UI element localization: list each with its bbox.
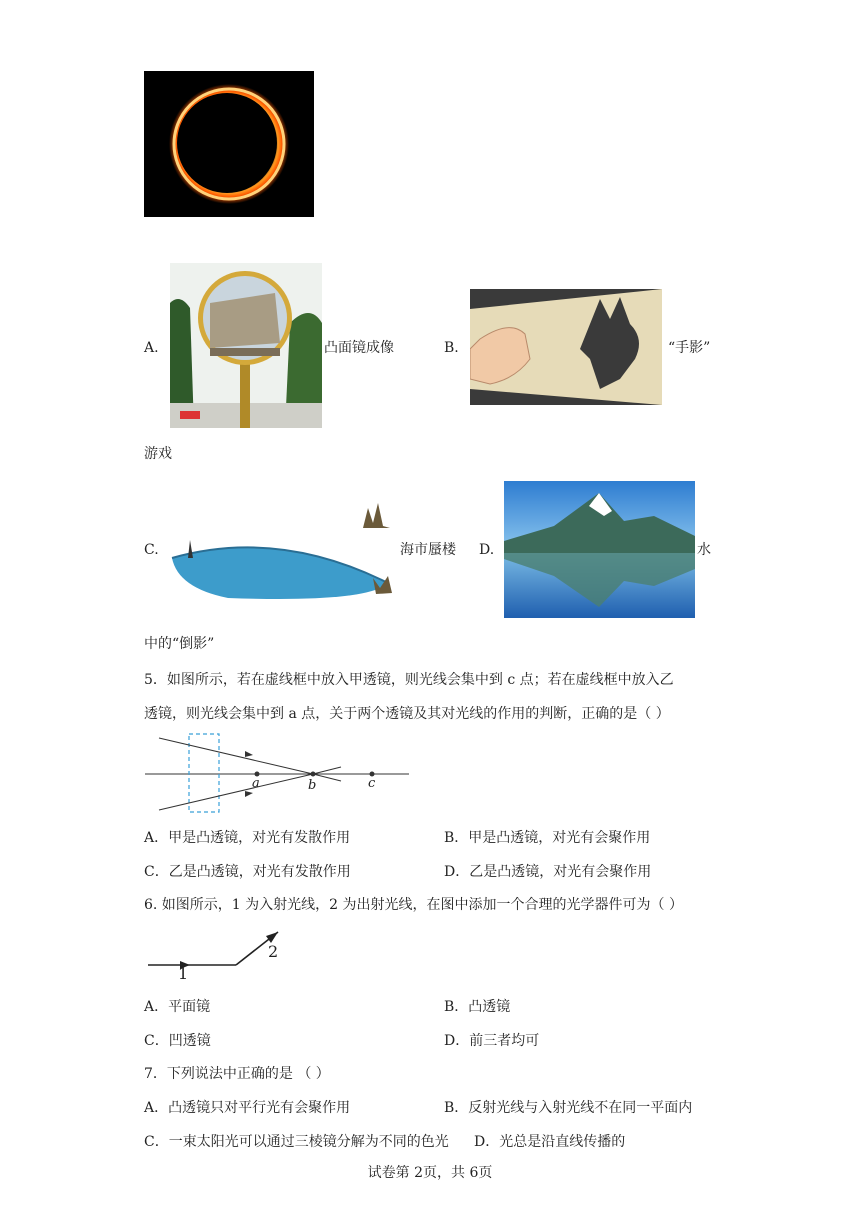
q6-option-b[interactable]: B．凸透镜 bbox=[444, 999, 511, 1015]
q5-option-a[interactable]: A．甲是凸透镜，对光有发散作用 bbox=[144, 830, 351, 846]
q7-option-a[interactable]: A．凸透镜只对平行光有会聚作用 bbox=[144, 1100, 351, 1116]
q6-incident-ray-label: 1 bbox=[178, 964, 189, 983]
q4-option-a-letter: A. bbox=[144, 340, 159, 356]
water-reflection-photo bbox=[504, 481, 695, 618]
q4-option-c-text: 海市蜃楼 bbox=[400, 542, 456, 558]
hand-shadow-photo bbox=[470, 289, 662, 405]
convex-mirror-photo bbox=[170, 263, 322, 428]
q5-stem-line1: 5．如图所示，若在虚线框中放入甲透镜，则光线会集中到 c 点；若在虚线框中放入乙 bbox=[144, 672, 674, 688]
q4-option-d-text-cont: 中的“倒影” bbox=[144, 636, 215, 652]
q6-stem: 6. 如图所示，1 为入射光线，2 为出射光线，在图中添加一个合理的光学器件可为（ ） bbox=[144, 897, 683, 913]
q5-option-c[interactable]: C．乙是凸透镜，对光有发散作用 bbox=[144, 864, 351, 880]
q4-option-b-text: “手影” bbox=[668, 340, 711, 356]
q5-stem-line2: 透镜，则光线会集中到 a 点，关于两个透镜及其对光线的作用的判断，正确的是（ ） bbox=[144, 706, 670, 722]
q5-option-d[interactable]: D．乙是凸透镜，对光有会聚作用 bbox=[444, 864, 652, 880]
q4-option-b-text-cont: 游戏 bbox=[144, 446, 172, 462]
q6-option-c[interactable]: C．凹透镜 bbox=[144, 1033, 211, 1049]
q4-option-a-text: 凸面镜成像 bbox=[324, 340, 394, 356]
q6-option-a[interactable]: A．平面镜 bbox=[144, 999, 211, 1015]
q7-option-b[interactable]: B．反射光线与入射光线不在同一平面内 bbox=[444, 1100, 693, 1116]
q6-outgoing-ray-label: 2 bbox=[268, 942, 279, 961]
q4-option-d-letter: D. bbox=[479, 542, 495, 558]
q7-option-d[interactable]: D．光总是沿直线传播的 bbox=[474, 1134, 626, 1150]
q5-point-c-label: c bbox=[368, 776, 376, 791]
q5-point-a-label: a bbox=[252, 776, 260, 791]
q5-option-b[interactable]: B．甲是凸透镜，对光有会聚作用 bbox=[444, 830, 651, 846]
q4-option-c-letter: C. bbox=[144, 542, 159, 558]
page-footer: 试卷第 2页，共 6页 bbox=[367, 1165, 493, 1181]
q6-ray-diagram bbox=[146, 926, 286, 982]
q7-option-c[interactable]: C．一束太阳光可以通过三棱镜分解为不同的色光 bbox=[144, 1134, 449, 1150]
q7-stem: 7．下列说法中正确的是 （ ） bbox=[144, 1066, 330, 1082]
q5-point-b-label: b bbox=[308, 778, 317, 793]
q4-option-d-text: 水 bbox=[697, 542, 711, 558]
q5-lens-diagram bbox=[145, 732, 410, 816]
eclipse-photo bbox=[144, 71, 314, 217]
mirage-illustration bbox=[168, 498, 394, 604]
q4-option-b-letter: B. bbox=[444, 340, 459, 356]
q6-option-d[interactable]: D．前三者均可 bbox=[444, 1033, 540, 1049]
